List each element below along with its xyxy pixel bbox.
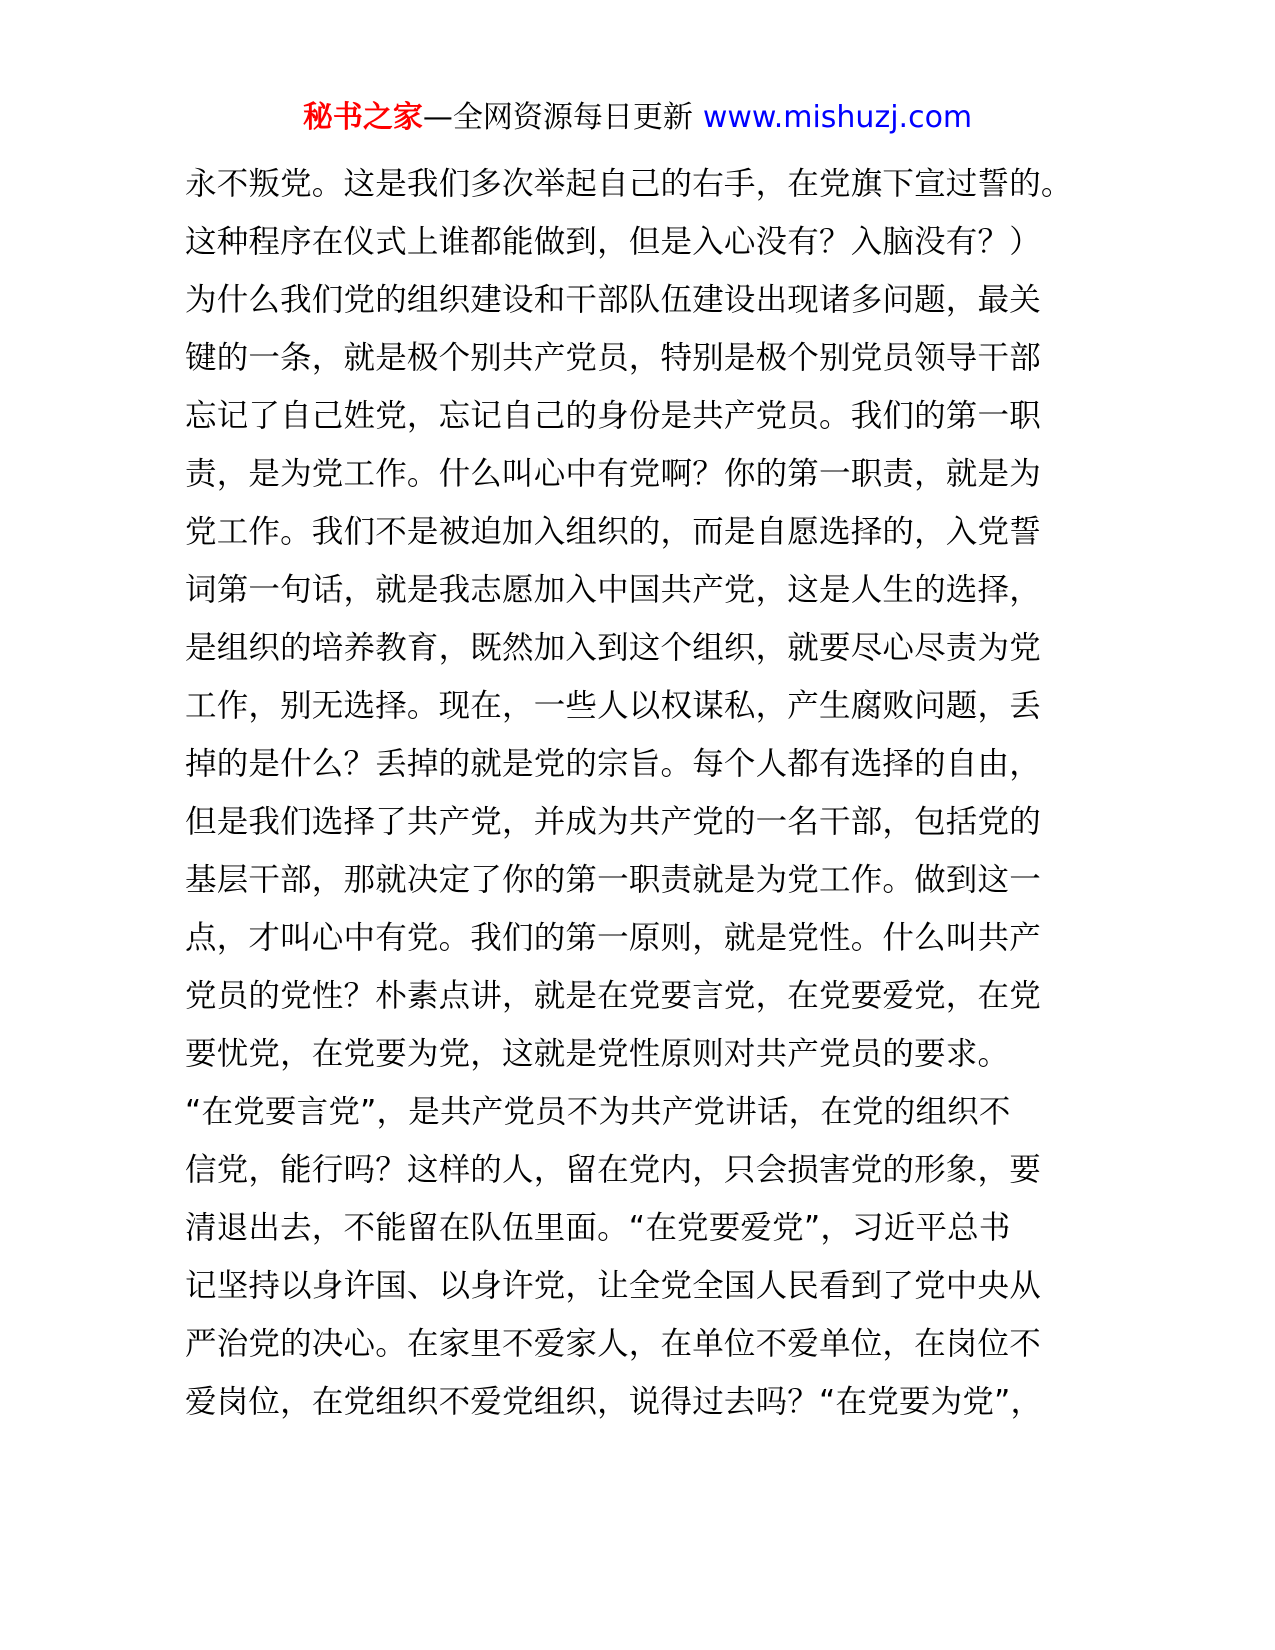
text-line: 党工作。我们不是被迫加入组织的，而是自愿选择的，入党誓 [185, 514, 1041, 550]
text-line: “在党要言党”，是共产党员不为共产党讲话，在党的组织不 [185, 1094, 1011, 1130]
text-line: 掉的是什么？丢掉的就是党的宗旨。每个人都有选择的自由， [185, 746, 1041, 782]
website-link[interactable]: www.mishuzj.com [702, 100, 973, 135]
text-line: 是组织的培养教育，既然加入到这个组织，就要尽心尽责为党 [185, 630, 1041, 666]
header-tagline: —全网资源每日更新 [422, 100, 693, 135]
text-line: 点，才叫心中有党。我们的第一原则，就是党性。什么叫共产 [185, 920, 1041, 956]
text-line: 信党，能行吗？这样的人，留在党内，只会损害党的形象，要 [185, 1152, 1041, 1188]
text-line: 键的一条，就是极个别共产党员，特别是极个别党员领导干部 [185, 340, 1041, 376]
document-body [185, 155, 1105, 1431]
text-line: 要忧党，在党要为党，这就是党性原则对共产党员的要求。 [185, 1036, 1010, 1072]
text-line: 为什么我们党的组织建设和干部队伍建设出现诸多问题，最关 [185, 282, 1041, 318]
page-header [0, 96, 1275, 140]
text-line: 责，是为党工作。什么叫心中有党啊？你的第一职责，就是为 [185, 456, 1041, 492]
text-line: 忘记了自己姓党，忘记自己的身份是共产党员。我们的第一职 [185, 398, 1041, 434]
text-line: 清退出去，不能留在队伍里面。“在党要爱党”，习近平总书 [185, 1210, 1011, 1246]
text-line: 党员的党性？朴素点讲，就是在党要言党，在党要爱党，在党 [185, 978, 1041, 1014]
text-line: 这种程序在仪式上谁都能做到，但是入心没有？入脑没有？） [185, 224, 1041, 260]
text-line: 工作，别无选择。现在，一些人以权谋私，产生腐败问题，丢 [185, 688, 1041, 724]
text-line: 永不叛党。这是我们多次举起自己的右手，在党旗下宣过誓的。 [185, 166, 1073, 202]
text-line: 严治党的决心。在家里不爱家人，在单位不爱单位，在岗位不 [185, 1326, 1041, 1362]
text-line: 但是我们选择了共产党，并成为共产党的一名干部，包括党的 [185, 804, 1041, 840]
text-line: 基层干部，那就决定了你的第一职责就是为党工作。做到这一 [185, 862, 1041, 898]
text-line: 爱岗位，在党组织不爱党组织，说得过去吗？“在党要为党”， [185, 1384, 1043, 1420]
text-line: 记坚持以身许国、以身许党，让全党全国人民看到了党中央从 [185, 1268, 1041, 1304]
brand-name: 秘书之家 [302, 100, 423, 135]
text-line: 词第一句话，就是我志愿加入中国共产党，这是人生的选择， [185, 572, 1041, 608]
